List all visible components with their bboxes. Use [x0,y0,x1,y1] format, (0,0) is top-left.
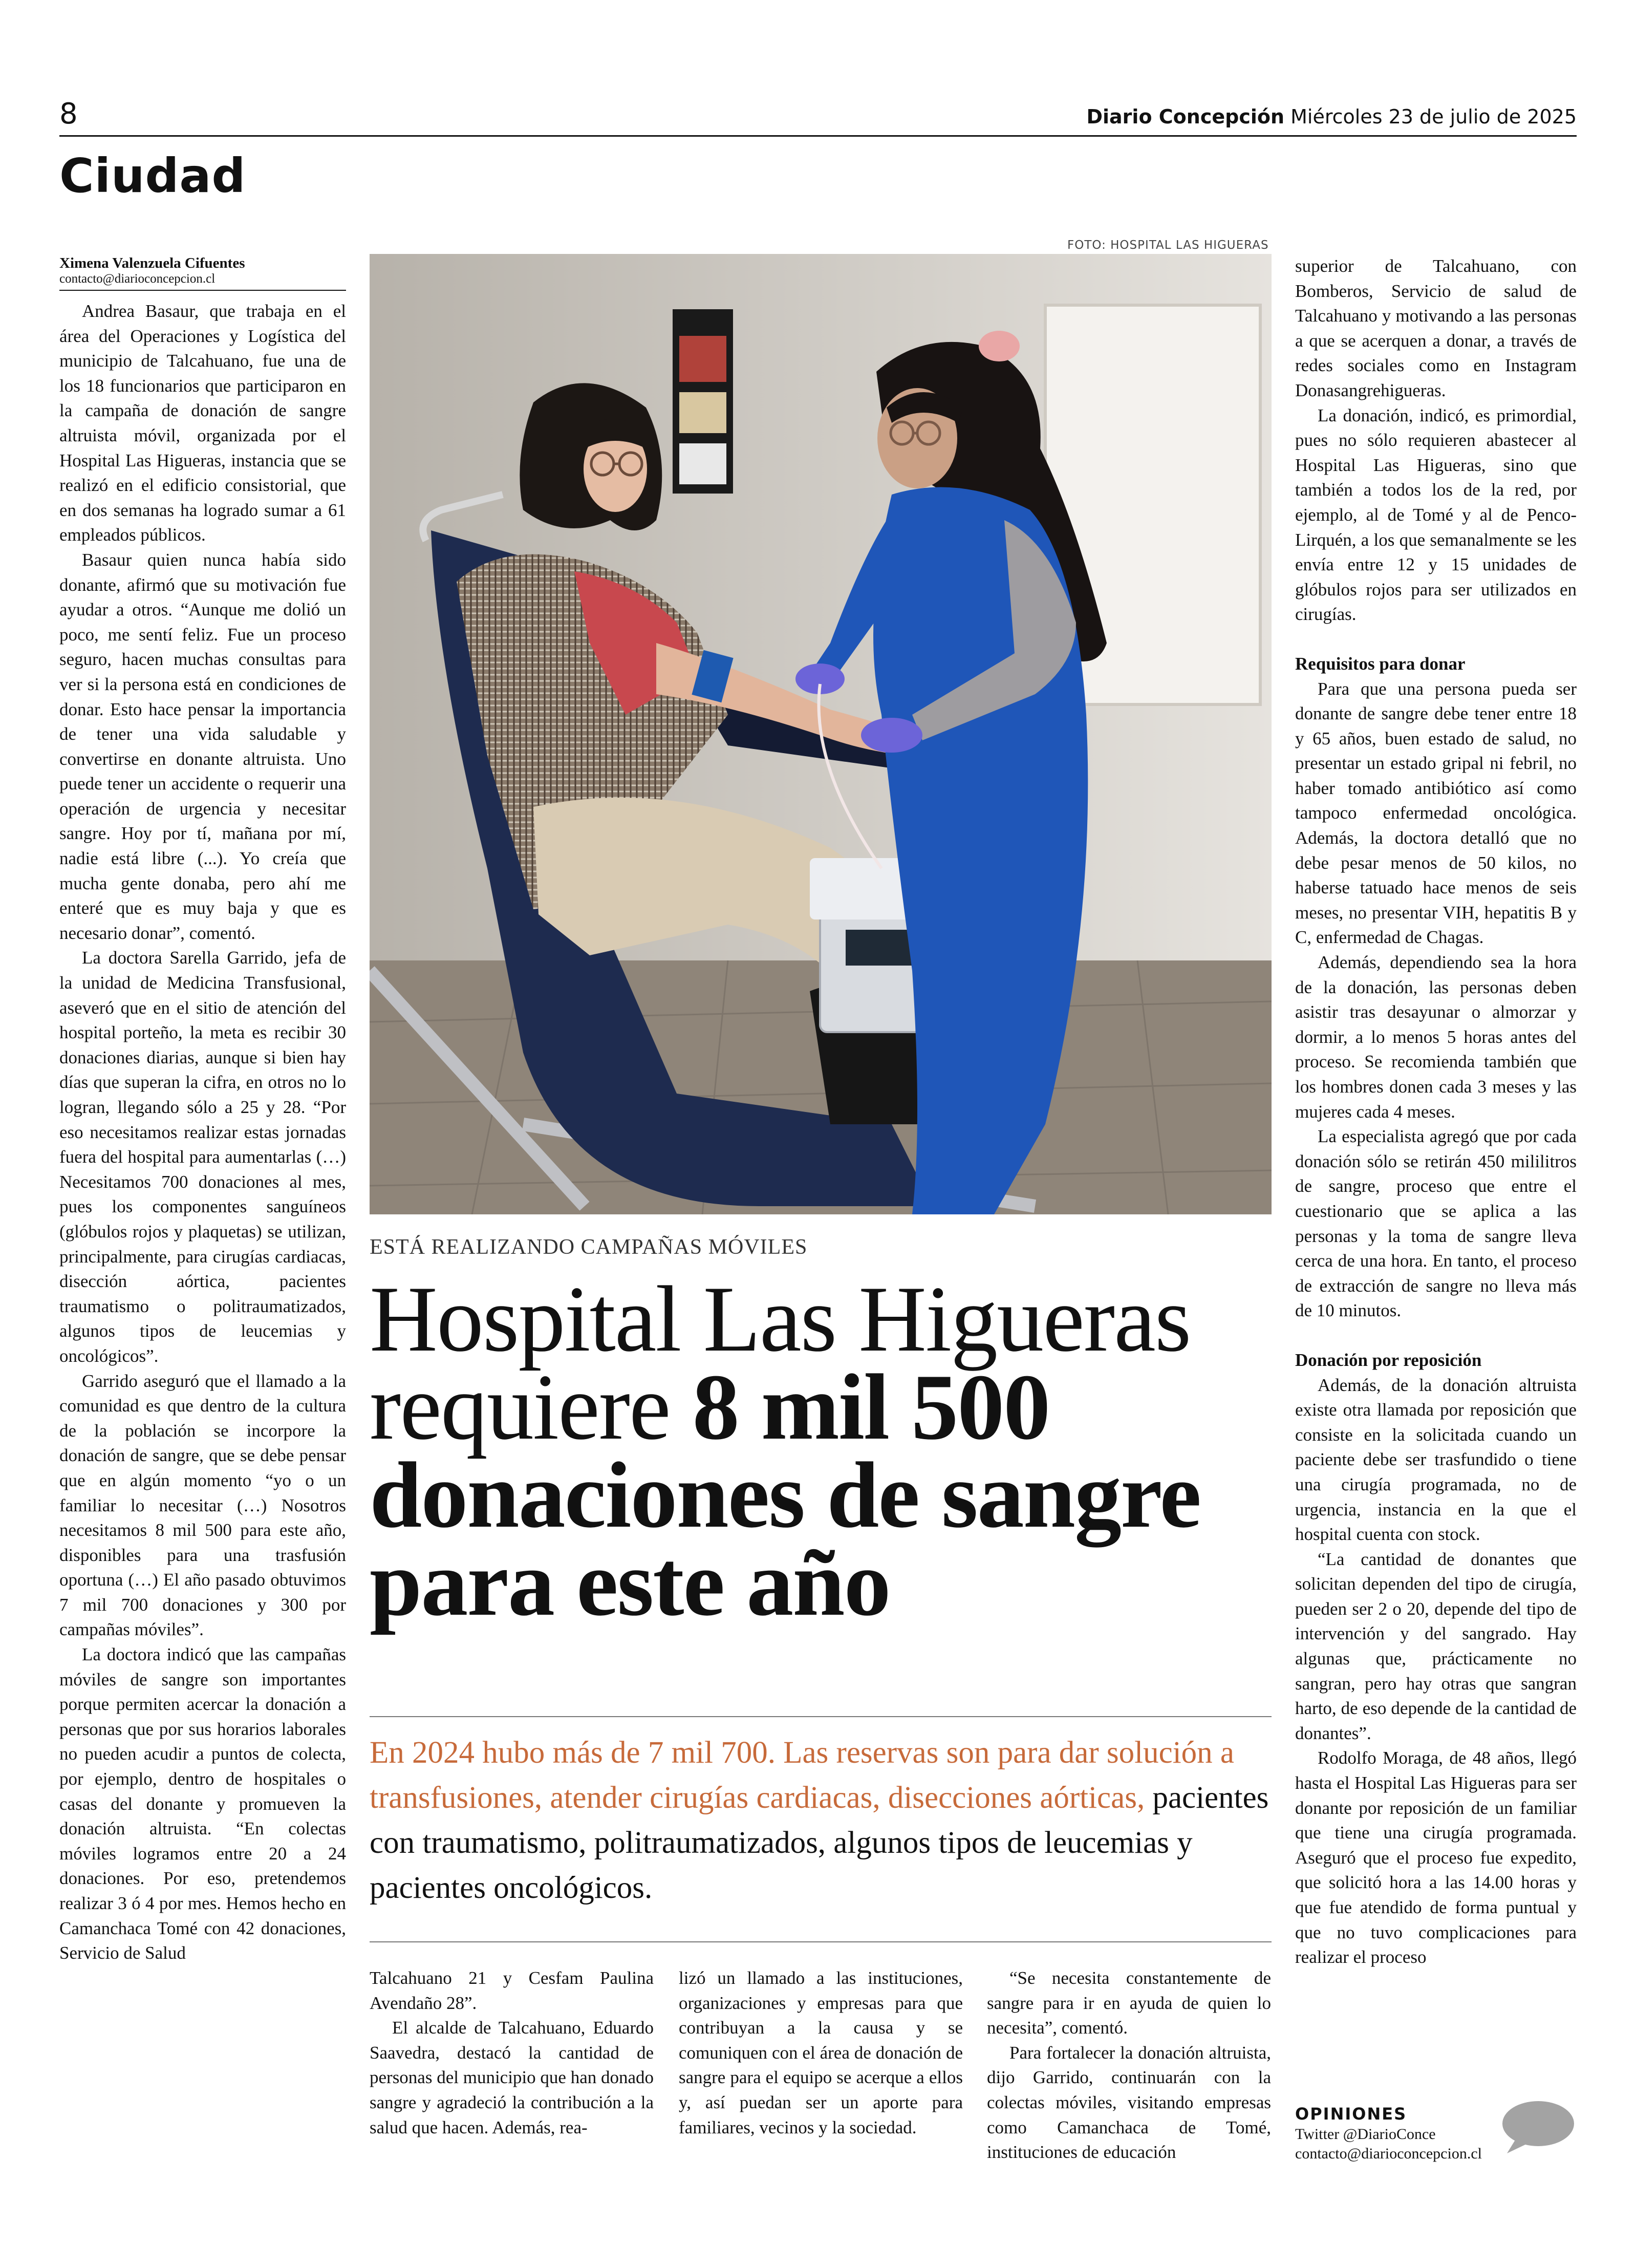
header-rule [59,135,1577,137]
section-title: Ciudad [59,148,246,203]
paragraph: Además, de la donación altruista existe otra llamada por reposición que consiste en la solicitada cuando un paciente debe ser trasfundido o tiene una cirugía programada, no de urgencia, instancia en la que el hospital cuenta con stock. [1295,1375,1577,1545]
article-deck [370,1730,1281,1911]
column-4 [1295,254,1577,1970]
bottom-column-1 [370,1966,654,2140]
article-headline [370,1267,1281,1635]
paragraph: “La cantidad de donantes que solicitan dependen del tipo de cirugía, pueden ser 2 o 20, depende del tipo de intervención y del sangrado. Hay algunas que, prácticamente no sangran, pero hay otras que sangran harto, de eso depende de la cantidad de donantes”. [1295,1549,1577,1743]
deck-highlight: En 2024 hubo más de 7 mil 700. Las reservas son para dar solución a transfusiones, atender cirugías cardiacas, disecciones aórticas, [370,1736,1234,1815]
wall-calendar [673,309,733,494]
masthead-line [1086,105,1577,128]
bottom-column-3 [987,1966,1271,2165]
deck-bottom-rule [370,1941,1272,1942]
opinions-email: contacto@diarioconcepcion.cl [1295,2145,1482,2162]
paragraph: La donación, indicó, es primordial, pues no sólo requieren abastecer al Hospital Las Higueras, sino que también a todos los de la red, por ejemplo, al de Tomé y al de Penco-Lirquén, a los que semanalmente se les envía entre 12 y 15 unidades de glóbulos rojos para ser utilizados en cirugías. [1295,405,1577,625]
paragraph: La especialista agregó que por cada donación sólo se retirán 450 mililitros de sangre, proceso que entre el cuestionario que se aplica a las personas y la toma de sangre lleva cerca de una hora. En tanto, el proceso de extracción de sangre no lleva más de 10 minutos. [1295,1126,1577,1321]
headline-bold: 8 mil 500 donaciones de sangre para este año [370,1355,1201,1635]
paragraph: Además, dependiendo sea la hora de la donación, las personas deben asistir tras desayunar o almorzar y dormir, a lo menos 5 horas antes del proceso. Se recomienda también que los hombres donen cada 3 meses y las mujeres cada 4 meses. [1295,952,1577,1122]
paragraph: superior de Talcahuano, con Bomberos, Servicio de salud de Talcahuano y motivando a las personas a que se acerquen a donar, a través de redes sociales como en Instagram Donasangrehigueras. [1295,256,1577,400]
paragraph: El alcalde de Talcahuano, Eduardo Saavedra, destacó la cantidad de personas del municipio que han donado sangre y agradeció la contribución a la salud que hacen. Además, rea- [370,2018,654,2137]
paragraph: Para que una persona pueda ser donante de sangre debe tener entre 18 y 65 años, buen estado de salud, no presentar un estado gripal ni febril, no haber tomado antibiótico así como tampoco enfermedad oncológica. Además, la doctora detalló que no debe pesar menos de 50 kilos, no haberse tatuado hace menos de seis meses, no presentar VIH, hepatitis B y C, enfermedad de Chagas. [1295,678,1577,948]
article-kicker: ESTÁ REALIZANDO CAMPAÑAS MÓVILES [370,1235,808,1259]
byline [59,255,346,286]
paragraph: Basaur quien nunca había sido donante, afirmó que su motivación fue ayudar a otros. “Aunque me dolió un poco, me sentí feliz. Fue un proceso seguro, hacen muchas consultas para ver si la persona está en condiciones de donar. Esto hace pensar la importancia de tener una vida saludable y convertirse en donante altruista. Uno puede tener un accidente o requerir una operación de urgencia y necesitar sangre. Hoy por tí, mañana por mí, nadie está libre (...). Yo creía que mucha gente donaba, pero ahí me enteré que es muy baja y que es necesario donar”, comentó. [59,549,346,943]
paragraph: La doctora indicó que las campañas móviles de sangre son importantes porque permiten acercar la donación a personas que por sus horarios laborales no pueden acudir a puntos de colecta, por ejemplo, dentro de hospitales o casas del donante y promueven la donación altruista. “En colectas móviles logramos entre 20 a 24 donaciones. Por eso, pretendemos realizar 3 ó 4 por mes. Hemos hecho en Camanchaca Tomé con 42 donaciones, Servicio de Salud [59,1644,346,1963]
column-1 [59,299,346,1966]
photo-credit: FOTO: HOSPITAL LAS HIGUERAS [1067,239,1269,252]
paragraph: La doctora Sarella Garrido, jefa de la unidad de Medicina Transfusional, aseveró que en el sitio de atención del hospital porteño, la meta es recibir 30 donaciones diarias, aunque si bien hay días que superan la cifra, en otros no lo logran, llegando sólo a 25 y 28. “Por eso necesitamos realizar estas jornadas fuera del hospital para aumentarlas (…) Necesitamos 700 donaciones al mes, pues los componentes sanguíneos (glóbulos rojos y plaquetas) se utilizan, principalmente, para cirugías cardiacas, disección aórtica, pacientes traumatismo o politraumatizados, algunos tipos de leucemias y oncológicos”. [59,948,346,1366]
paragraph: Para fortalecer la donación altruista, dijo Garrido, continuarán con la colectas móviles, visitando empresas como Camanchaca de Tomé, instituciones de educación [987,2042,1271,2163]
paragraph: Garrido aseguró que el llamado a la comunidad es que dentro de la cultura de la población se incorpore la donación de sangre, que se debe pensar que en algún momento “yo o un familiar lo necesitar (…) Nosotros necesitamos 8 mil 500 para este año, disponibles para una trasfusión oportuna (…) El año pasado obtuvimos 7 mil 700 donaciones y 300 por campañas móviles”. [59,1371,346,1640]
paragraph: Talcahuano 21 y Cesfam Paulina Avendaño 28”. [370,1968,654,2013]
subheading-reposicion: Donación por reposición [1295,1350,1482,1370]
paragraph: lizó un llamado a las instituciones, organizaciones y empresas para que contribuyan a la causa y se comuniquen con el área de donación de sangre para el equipo se acerque a ellos y, así puedan ser un aporte para familiares, vecinos y la sociedad. [679,1968,963,2137]
deck-rule [370,1716,1272,1717]
paragraph: Rodolfo Moraga, de 48 años, llegó hasta el Hospital Las Higueras para ser donante por reposición de un familiar que tiene una cirugía programada. Aseguró que el proceso fue expedito, que solicitó hora a las 14.00 horas y que fue atendido de forma puntual y que no tuvo complicaciones para realizar el proceso [1295,1748,1577,1967]
byline-rule [59,290,346,291]
publication-name: Diario Concepción [1086,105,1285,128]
issue-date: Miércoles 23 de julio de 2025 [1290,105,1577,128]
opinions-twitter: Twitter @DiarioConce [1295,2126,1436,2143]
headline-light: Hospital Las Higueras requiere [370,1267,1191,1459]
subheading-requisitos: Requisitos para donar [1295,653,1466,674]
author-name: Ximena Valenzuela Cifuentes [59,255,245,271]
article-photo [370,254,1272,1214]
blood-donation-illustration [370,254,1272,1214]
bottom-column-2 [679,1966,963,2140]
deck-text: pacientes con traumatismo, politraumatizados, algunos tipos de leucemias y pacientes oncológicos. [370,1781,1269,1905]
author-email: contacto@diarioconcepcion.cl [59,272,216,286]
paragraph: Andrea Basaur, que trabaja en el área del Operaciones y Logística del municipio de Talcahuano, fue una de los 18 funcionarios que participaron en la campaña de donación de sangre altruista móvil, organizada por el Hospital Las Higueras, instancia que se realizó en el edificio consistorial, que en dos semanas ha logrado sumar a 61 empleados públicos. [59,301,346,545]
page-number: 8 [59,97,78,131]
speech-bubble-icon [1500,2099,1577,2155]
paragraph: “Se necesita constantemente de sangre para ir en ayuda de quien lo necesita”, comentó. [987,1968,1271,2038]
opinions-title: OPINIONES [1295,2104,1407,2124]
